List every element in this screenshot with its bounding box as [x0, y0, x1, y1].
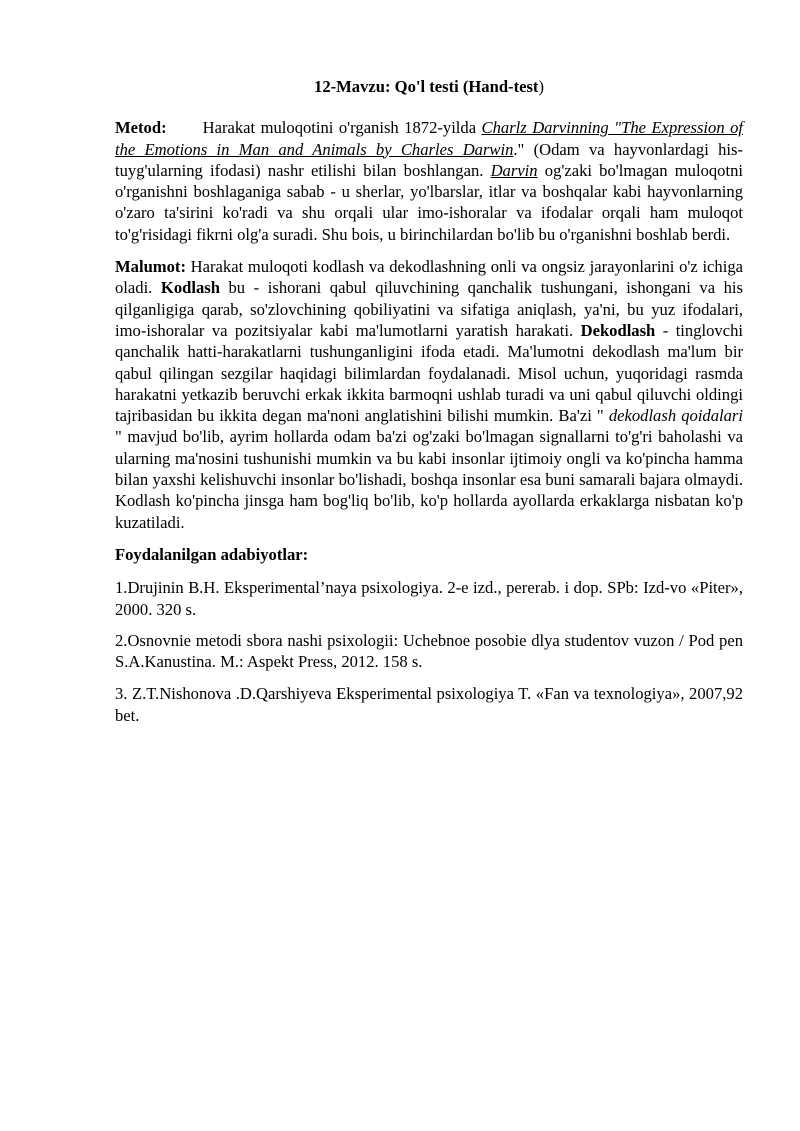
malumot-text-4: " mavjud bo'lib, ayrim hollarda odam ba'zi og'zaki bo'lmagan signallarni to'g'ri baholashi va ularning ma'nosini tushunishi mumkin va bu kabi insonlar ijtimoiy ongli va ko'pincha hamma bilan yaxshi kelishuvchi insonlar bo'lishadi, boshqa insonlar esa buni samarali bajara olmaydi. Kodlash ko'pincha jinsga ham bog'liq bo'lib, ko'p hollarda ayollarda erkaklarga nisbatan ko'p kuzatiladi.: [115, 427, 743, 532]
malumot-paragraph: [115, 256, 743, 533]
metod-text-2: ." (Odam va hayvonlardagi his-tuyg'ularning ifodasi) nashr etilishi bilan boshlangan.: [115, 139, 743, 180]
page-title: [115, 76, 743, 97]
dekodlash-term: Dekodlash: [580, 320, 656, 340]
malumot-text-3: - tinglovchi qanchalik hatti-harakatlarni tushunganligini ifoda etadi. Ma'lumotni dekodlash ma'lum bir qabul qilingan sezgilar haqidagi bilimlardan foydalanadi. Misol uchun, yuqoridagi rasmda harakatni yetkazib beruvchi erkak ikkita barmoqni ushlab turadi va uni qabul qiluvchi oldingi tajribasidan bu ikkita degan ma'noni anglatishini bilishi mumkin. Ba'zi ": [115, 320, 743, 426]
metod-text-1: Harakat muloqotini o'rganish 1872-yilda: [202, 118, 482, 138]
decoding-rules-term: dekodlash qoidalari: [608, 406, 743, 426]
metod-text-3: og'zaki bo'lmagan muloqotni o'rganishni boshlaganiga sabab - u sherlar, yo'lbarslar, itlar va boshqalar kabi hayvonlarning o'zaro ta'sirini ko'radi va shu orqali ular imo-ishoralar va ifodalar orqali ham muloqot to'g'risidagi fikrni olg'a suradi. Shu bois, u birinchilardan bo'lib bu o'rganishni boshlab berdi.: [115, 160, 743, 244]
references-heading: Foydalanilgan adabiyotlar:: [115, 544, 309, 564]
document-page: [115, 0, 743, 726]
darwin-book-link[interactable]: Charlz Darvinning "The Expression of the Emotions in Man and Animals by Charles Darwin: [115, 118, 743, 159]
title-close-paren: ): [538, 77, 544, 96]
malumot-label: Malumot:: [115, 257, 186, 277]
kodlash-term: Kodlash: [160, 278, 220, 298]
title-text: 12-Mavzu: Qo'l testi (Hand-test: [314, 77, 539, 96]
darvin-link[interactable]: Darvin: [490, 160, 538, 180]
metod-paragraph: [115, 117, 743, 245]
reference-item: 1.Drujinin B.H. Eksperimental’naya psixologiya. 2-e izd., pererab. i dop. SPb: Izd-vo «Piter», 2000. 320 s.: [115, 578, 743, 619]
metod-label: Metod:: [115, 118, 167, 138]
reference-item: 3. Z.T.Nishonova .D.Qarshiyeva Eksperimental psixologiya T. «Fan va texnologiya», 2007,92 bet.: [115, 684, 743, 725]
malumot-text-2: bu - ishorani qabul qiluvchining qanchalik tushungani, ishongani va his qilganligiga qarab, so'zlovchining qobiliyatini va sifatiga aniqlash, ya'ni, bu yuz ifodalari, imo-ishoralar va pozitsiyalar kabi ma'lumotlarni yaratish harakati.: [115, 278, 743, 340]
malumot-text-1: Harakat muloqoti kodlash va dekodlashning onli va ongsiz jarayonlarini o'z ichiga oladi.: [115, 257, 743, 298]
reference-item: 2.Osnovnie metodi sbora nashi psixologii: Uchebnoe posobie dlya studentov vuzon / Pod pen S.A.Kanustina. M.: Aspekt Press, 2012. 158 s.: [115, 630, 743, 672]
